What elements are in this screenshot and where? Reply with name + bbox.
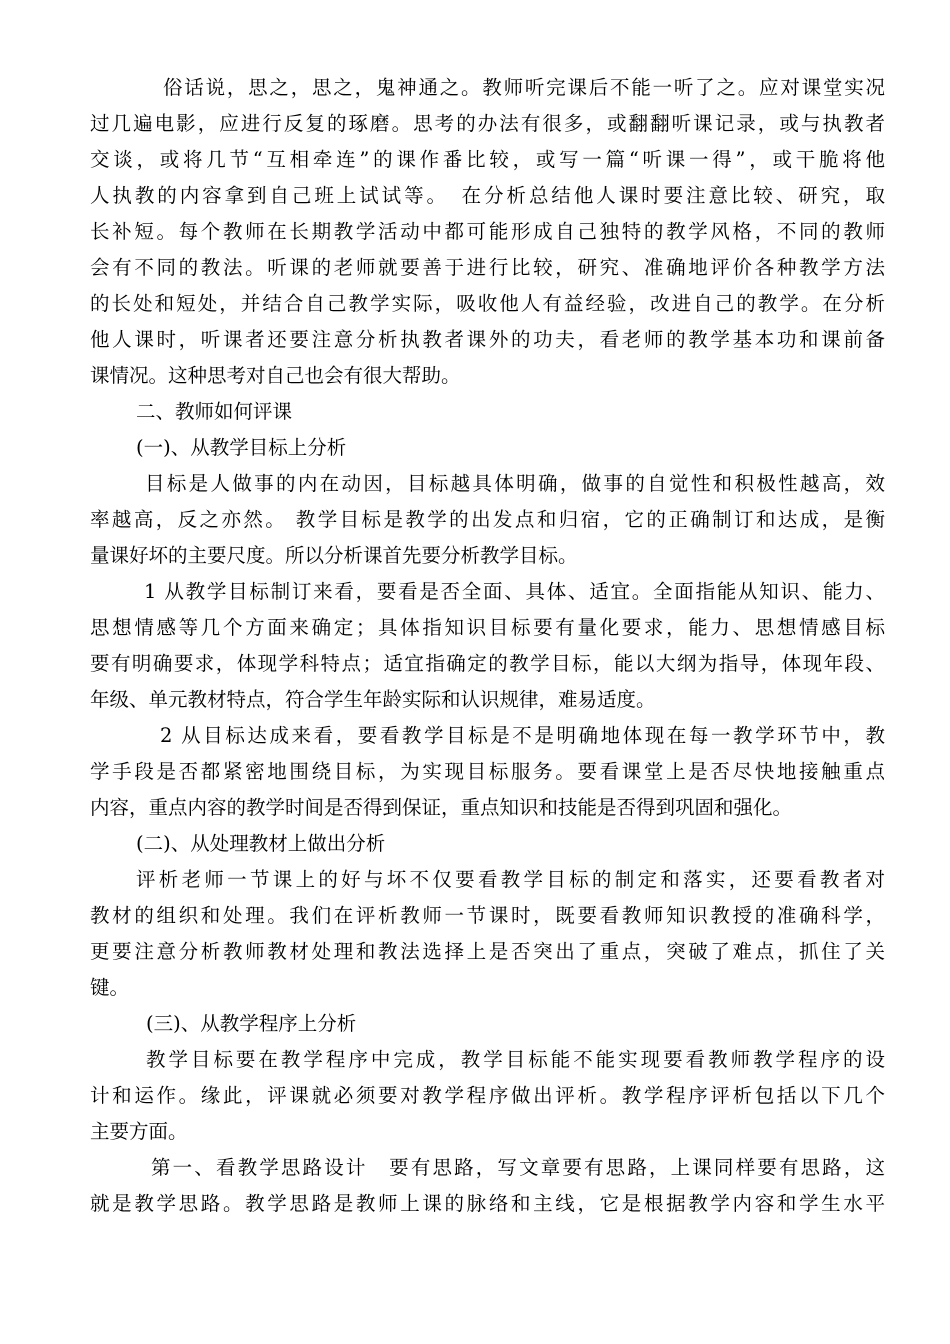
paragraph-line: 教学目标要在教学程序中完成，教学目标能不能实现要看教师教学程序的设: [146, 1048, 885, 1071]
paragraph-line: 学手段是否都紧密地围绕目标，为实现目标服务。要看课堂上是否尽快地接触重点: [90, 760, 885, 783]
paragraph-line: 1 从教学目标制订来看，要看是否全面、具体、适宜。全面指能从知识、能力、: [144, 580, 885, 603]
paragraph-line: 课情况。这种思考对自己也会有很大帮助。: [90, 364, 461, 387]
paragraph-line: 率越高，反之亦然。 教学目标是教学的出发点和归宿，它的正确制订和达成，是衡: [90, 508, 885, 531]
paragraph-line: 要有明确要求，体现学科特点；适宜指确定的教学目标，能以大纲为指导，体现年段、: [90, 652, 885, 675]
subsection-heading: (二)、从处理教材上做出分析: [136, 832, 386, 855]
paragraph-line: 计和运作。缘此，评课就必须要对教学程序做出评析。教学程序评析包括以下几个: [90, 1084, 885, 1107]
paragraph-line: 评析老师一节课上的好与坏不仅要看教学目标的制定和落实，还要看教者对: [136, 868, 885, 891]
paragraph-line: 目标是人做事的内在动因，目标越具体明确，做事的自觉性和积极性越高，效: [145, 472, 885, 495]
paragraph-line: 量课好坏的主要尺度。所以分析课首先要分析教学目标。: [90, 544, 578, 567]
paragraph-line: 第一、看教学思路设计 要有思路，写文章要有思路，上课同样要有思路，这: [151, 1156, 885, 1179]
subsection-heading: (一)、从教学目标上分析: [136, 436, 347, 459]
subsection-heading: (三)、从教学程序上分析: [146, 1012, 357, 1035]
paragraph-line: 人执教的内容拿到自己班上试试等。 在分析总结他人课时要注意比较、研究，取: [90, 184, 885, 207]
paragraph-line: 俗话说，思之，思之，鬼神通之。教师听完课后不能一听了之。应对课堂实况: [163, 76, 885, 99]
paragraph-line: 内容，重点内容的教学时间是否得到保证，重点知识和技能是否得到巩固和强化。: [90, 796, 793, 819]
paragraph-line: 2 从目标达成来看，要看教学目标是不是明确地体现在每一教学环节中，教: [160, 724, 885, 747]
paragraph-line: 年级、单元教材特点，符合学生年龄实际和认识规律，难易适度。: [90, 688, 656, 711]
paragraph-line: 的长处和短处，并结合自己教学实际，吸收他人有益经验，改进自己的教学。在分析: [90, 292, 885, 315]
paragraph-line: 过几遍电影，应进行反复的琢磨。思考的办法有很多，或翻翻听课记录，或与执教者: [90, 112, 885, 135]
paragraph-line: 主要方面。: [90, 1120, 188, 1143]
paragraph-line: 教材的组织和处理。我们在评析教师一节课时，既要看教师知识教授的准确科学，: [90, 904, 885, 927]
paragraph-line: 就是教学思路。教学思路是教师上课的脉络和主线，它是根据教学内容和学生水平: [90, 1192, 885, 1215]
paragraph-line: 更要注意分析教师教材处理和教法选择上是否突出了重点，突破了难点，抓住了关: [90, 940, 885, 963]
paragraph-line: 交谈，或将几节“互相牵连”的课作番比较，或写一篇“听课一得”，或干脆将他: [90, 148, 885, 171]
paragraph-line: 思想情感等几个方面来确定；具体指知识目标要有量化要求，能力、思想情感目标: [90, 616, 885, 639]
paragraph-line: 键。: [90, 976, 130, 999]
paragraph-line: 会有不同的教法。听课的老师就要善于进行比较，研究、准确地评价各种教学方法: [90, 256, 885, 279]
paragraph-line: 长补短。每个教师在长期教学活动中都可能形成自己独特的教学风格，不同的教师: [90, 220, 885, 243]
section-heading: 二、教师如何评课: [136, 400, 293, 423]
paragraph-line: 他人课时，听课者还要注意分析执教者课外的功夫，看老师的教学基本功和课前备: [90, 328, 885, 351]
